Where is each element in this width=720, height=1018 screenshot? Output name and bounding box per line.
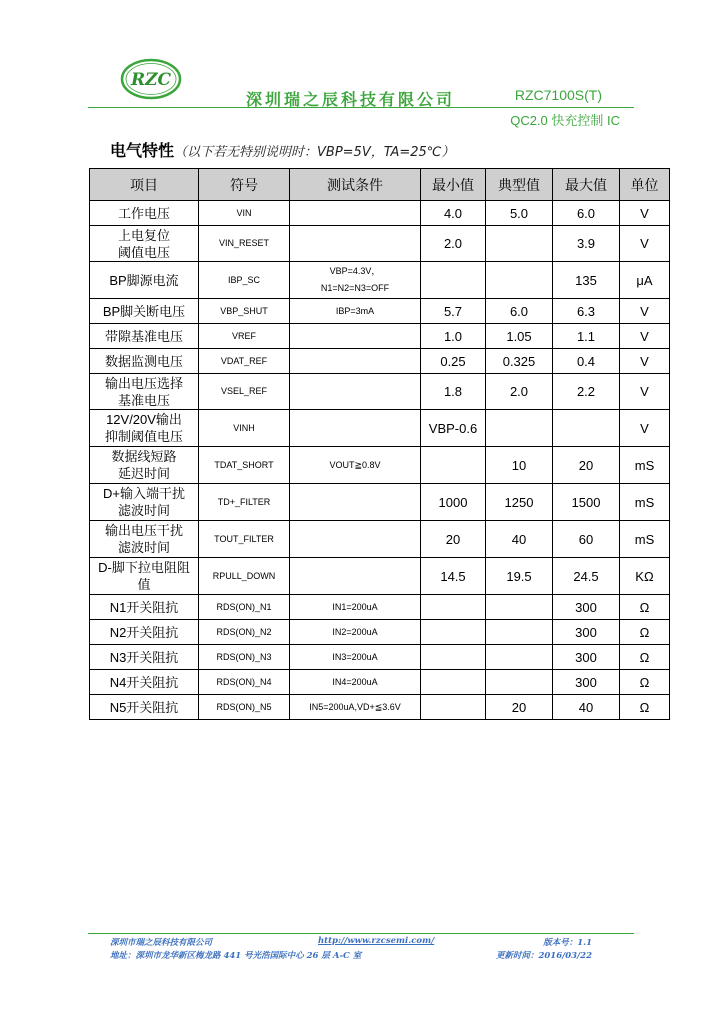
cell-item: 12V/20V输出 抑制阈值电压: [90, 410, 199, 447]
company-name: 深圳瑞之辰科技有限公司: [246, 90, 456, 109]
cell-unit: mS: [620, 447, 670, 484]
cell-max: 6.0: [553, 201, 620, 226]
cell-typ: 10: [486, 447, 553, 484]
cell-cond: [290, 349, 421, 374]
column-header: 典型值: [486, 169, 553, 201]
cell-cond: [290, 226, 421, 262]
section-title: 电气特性: [110, 141, 175, 160]
cell-symbol: RDS(ON)_N4: [199, 670, 290, 695]
cell-max: 1500: [553, 484, 620, 521]
cell-cond: IN5=200uA,VD+≦3.6V: [290, 695, 421, 720]
cell-min: 5.7: [421, 299, 486, 324]
cell-max: 0.4: [553, 349, 620, 374]
cell-cond: [290, 484, 421, 521]
cell-min: 1000: [421, 484, 486, 521]
electrical-characteristics-table: [89, 168, 670, 720]
column-header: 最小值: [421, 169, 486, 201]
cell-min: [421, 645, 486, 670]
cell-item: 带隙基准电压: [90, 324, 199, 349]
table-row: [90, 447, 670, 484]
cell-symbol: TDAT_SHORT: [199, 447, 290, 484]
table-row: [90, 620, 670, 645]
table-row: [90, 410, 670, 447]
cell-cond: [290, 324, 421, 349]
company-logo: [120, 57, 182, 101]
cell-cond: [290, 410, 421, 447]
cell-item: BP脚关断电压: [90, 299, 199, 324]
cell-unit: V: [620, 226, 670, 262]
cell-min: 1.8: [421, 374, 486, 410]
cell-typ: 6.0: [486, 299, 553, 324]
table-row: [90, 670, 670, 695]
cell-symbol: VREF: [199, 324, 290, 349]
cell-max: 300: [553, 670, 620, 695]
cell-min: VBP-0.6: [421, 410, 486, 447]
model-number: RZC7100S(T): [514, 87, 602, 103]
cell-symbol: VDAT_REF: [199, 349, 290, 374]
cell-symbol: RDS(ON)_N2: [199, 620, 290, 645]
column-header: 测试条件: [290, 169, 421, 201]
cell-unit: mS: [620, 484, 670, 521]
column-header: 符号: [199, 169, 290, 201]
cell-item: N1开关阻抗: [90, 595, 199, 620]
cell-typ: 19.5: [486, 558, 553, 595]
cell-unit: mS: [620, 521, 670, 558]
cell-item: N4开关阻抗: [90, 670, 199, 695]
cell-symbol: RPULL_DOWN: [199, 558, 290, 595]
cell-min: 1.0: [421, 324, 486, 349]
cell-max: [553, 410, 620, 447]
cell-max: 135: [553, 262, 620, 299]
cell-unit: μA: [620, 262, 670, 299]
cell-min: 0.25: [421, 349, 486, 374]
cell-unit: V: [620, 410, 670, 447]
cell-symbol: RDS(ON)_N5: [199, 695, 290, 720]
cell-unit: V: [620, 374, 670, 410]
cell-typ: [486, 645, 553, 670]
cell-min: [421, 447, 486, 484]
cell-symbol: VBP_SHUT: [199, 299, 290, 324]
header-divider: [88, 107, 634, 108]
footer-divider: [88, 933, 634, 934]
footer-updated: 更新时间：2016/03/22: [495, 951, 592, 961]
cell-item: N2开关阻抗: [90, 620, 199, 645]
section-condition: （以下若无特别说明时：VBP=5V，TA=25℃）: [174, 145, 455, 160]
table-row: [90, 695, 670, 720]
table-row: [90, 262, 670, 299]
cell-item: 工作电压: [90, 201, 199, 226]
table-row: [90, 349, 670, 374]
table-row: [90, 595, 670, 620]
cell-cond: IBP=3mA: [290, 299, 421, 324]
cell-unit: Ω: [620, 595, 670, 620]
table-row: [90, 484, 670, 521]
cell-typ: [486, 262, 553, 299]
cell-typ: 40: [486, 521, 553, 558]
cell-typ: 1250: [486, 484, 553, 521]
table-row: [90, 645, 670, 670]
cell-cond: IN3=200uA: [290, 645, 421, 670]
table-row: [90, 324, 670, 349]
column-header: 最大值: [553, 169, 620, 201]
cell-max: 6.3: [553, 299, 620, 324]
cell-max: 1.1: [553, 324, 620, 349]
cell-cond: IN2=200uA: [290, 620, 421, 645]
logo-text: RZC: [130, 70, 172, 90]
cell-typ: [486, 620, 553, 645]
cell-item: D-脚下拉电阻阻 值: [90, 558, 199, 595]
cell-cond: IN4=200uA: [290, 670, 421, 695]
column-header: 项目: [90, 169, 199, 201]
cell-min: [421, 695, 486, 720]
cell-typ: [486, 670, 553, 695]
cell-unit: Ω: [620, 670, 670, 695]
cell-unit: V: [620, 324, 670, 349]
cell-max: 2.2: [553, 374, 620, 410]
cell-min: 2.0: [421, 226, 486, 262]
cell-cond: IN1=200uA: [290, 595, 421, 620]
cell-symbol: VIN: [199, 201, 290, 226]
cell-item: 数据线短路 延迟时间: [90, 447, 199, 484]
table-row: [90, 521, 670, 558]
cell-item: N3开关阻抗: [90, 645, 199, 670]
footer-company: 深圳市瑞之辰科技有限公司: [110, 938, 213, 948]
cell-unit: KΩ: [620, 558, 670, 595]
cell-min: 4.0: [421, 201, 486, 226]
cell-item: BP脚源电流: [90, 262, 199, 299]
cell-max: 60: [553, 521, 620, 558]
cell-item: N5开关阻抗: [90, 695, 199, 720]
table-header-row: [90, 169, 670, 201]
cell-symbol: VIN_RESET: [199, 226, 290, 262]
cell-symbol: TOUT_FILTER: [199, 521, 290, 558]
cell-max: 20: [553, 447, 620, 484]
table-row: [90, 558, 670, 595]
cell-typ: 5.0: [486, 201, 553, 226]
cell-typ: [486, 226, 553, 262]
cell-unit: V: [620, 201, 670, 226]
table-row: [90, 226, 670, 262]
cell-cond: VOUT≧0.8V: [290, 447, 421, 484]
cell-item: D+输入端干扰 滤波时间: [90, 484, 199, 521]
cell-cond: [290, 201, 421, 226]
cell-typ: 20: [486, 695, 553, 720]
cell-typ: 2.0: [486, 374, 553, 410]
cell-typ: 1.05: [486, 324, 553, 349]
cell-max: 300: [553, 645, 620, 670]
cell-max: 40: [553, 695, 620, 720]
cell-item: 上电复位 阈值电压: [90, 226, 199, 262]
cell-symbol: IBP_SC: [199, 262, 290, 299]
footer-url[interactable]: http://www.rzcsemi.com/: [318, 936, 435, 946]
cell-item: 数据监测电压: [90, 349, 199, 374]
column-header: 单位: [620, 169, 670, 201]
cell-symbol: RDS(ON)_N1: [199, 595, 290, 620]
cell-max: 300: [553, 620, 620, 645]
cell-unit: Ω: [620, 695, 670, 720]
cell-max: 300: [553, 595, 620, 620]
footer-version: 版本号：1.1: [543, 938, 592, 948]
cell-typ: [486, 410, 553, 447]
table-row: [90, 374, 670, 410]
product-subtitle: QC2.0 快充控制 IC: [510, 113, 620, 128]
cell-min: [421, 595, 486, 620]
cell-item: 输出电压选择 基准电压: [90, 374, 199, 410]
table-row: [90, 201, 670, 226]
cell-cond: VBP=4.3V， N1=N2=N3=OFF: [290, 262, 421, 299]
cell-typ: [486, 595, 553, 620]
cell-symbol: VSEL_REF: [199, 374, 290, 410]
cell-min: 14.5: [421, 558, 486, 595]
cell-min: [421, 670, 486, 695]
cell-cond: [290, 374, 421, 410]
cell-item: 输出电压干扰 滤波时间: [90, 521, 199, 558]
cell-max: 24.5: [553, 558, 620, 595]
cell-min: [421, 262, 486, 299]
cell-max: 3.9: [553, 226, 620, 262]
cell-cond: [290, 558, 421, 595]
cell-symbol: TD+_FILTER: [199, 484, 290, 521]
cell-min: [421, 620, 486, 645]
cell-cond: [290, 521, 421, 558]
table-row: [90, 299, 670, 324]
cell-typ: 0.325: [486, 349, 553, 374]
cell-symbol: VINH: [199, 410, 290, 447]
cell-unit: Ω: [620, 645, 670, 670]
cell-unit: Ω: [620, 620, 670, 645]
cell-unit: V: [620, 349, 670, 374]
cell-symbol: RDS(ON)_N3: [199, 645, 290, 670]
footer-address: 地址：深圳市龙华新区梅龙路 441 号光浩国际中心 26 层 A-C 室: [110, 951, 362, 961]
cell-unit: V: [620, 299, 670, 324]
cell-min: 20: [421, 521, 486, 558]
section-heading: [110, 138, 454, 161]
